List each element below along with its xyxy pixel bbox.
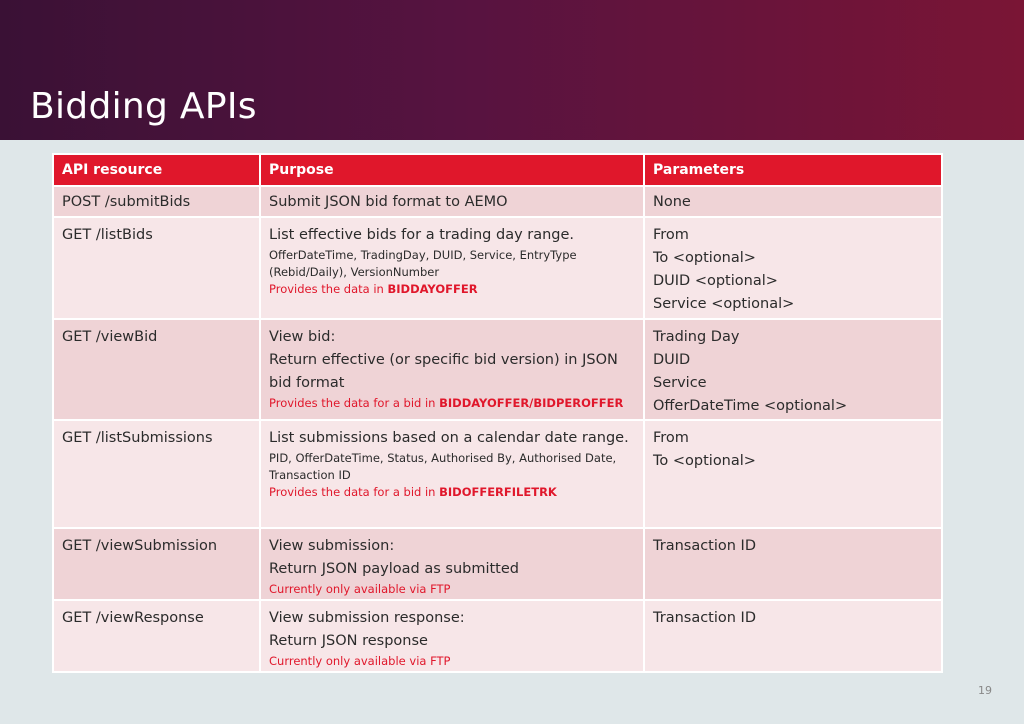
parameter-item: To <optional> [653,453,756,469]
resource-cell: GET /viewBid [53,319,260,420]
table-reference: BIDDAYOFFER/BIDPEROFFER [439,396,624,410]
parameters-cell [644,319,942,420]
table-row [53,600,942,672]
purpose-cell [260,217,644,319]
availability-note: Currently only available via FTP [269,582,451,596]
parameter-item: Transaction ID [653,538,757,554]
header-purpose: Purpose [260,154,644,186]
purpose-cell [260,600,644,672]
purpose-text: View submission: Return JSON payload as submitted [269,538,519,577]
availability-note: Currently only available via FTP [269,654,451,668]
header-parameters: Parameters [644,154,942,186]
table-row [53,217,942,319]
purpose-text: Submit JSON bid format to AEMO [269,194,508,210]
resource-cell: GET /listSubmissions [53,420,260,528]
data-source-note: Provides the data in BIDDAYOFFER [269,282,478,296]
parameter-item: None [653,194,691,210]
parameter-item: OfferDateTime <optional> [653,398,848,414]
parameter-item: Service <optional> [653,296,795,312]
purpose-text: View submission response: Return JSON response [269,610,465,649]
page-number: 19 [978,684,992,697]
table-reference: BIDOFFERFILETRK [439,485,557,499]
resource-cell: GET /listBids [53,217,260,319]
resource-cell: GET /viewResponse [53,600,260,672]
table-row [53,319,942,420]
resource-cell: GET /viewSubmission [53,528,260,600]
parameter-item: DUID [653,352,691,368]
parameter-item: To <optional> [653,250,756,266]
data-source-note: Provides the data for a bid in BIDOFFERFILETRK [269,485,557,499]
bidding-api-table [52,153,943,673]
parameters-cell [644,528,942,600]
purpose-cell [260,528,644,600]
parameters-cell [644,600,942,672]
purpose-text: List submissions based on a calendar date range. [269,430,629,446]
parameter-item: DUID <optional> [653,273,778,289]
header-api-resource: API resource [53,154,260,186]
resource-cell: POST /submitBids [53,186,260,217]
parameter-item: Transaction ID [653,610,757,626]
table-header-row [53,154,942,186]
field-list: PID, OfferDateTime, Status, Authorised By, Authorised Date, Transaction ID [269,451,617,482]
purpose-cell [260,319,644,420]
data-source-note: Provides the data for a bid in BIDDAYOFFER/BIDPEROFFER [269,396,624,410]
purpose-cell [260,186,644,217]
table-row [53,528,942,600]
table-reference: BIDDAYOFFER [387,282,478,296]
parameter-item: Service [653,375,707,391]
parameter-item: From [653,430,689,446]
parameters-cell [644,420,942,528]
purpose-text: View bid: Return effective (or specific bid version) in JSON bid format [269,329,618,391]
parameters-cell [644,217,942,319]
purpose-cell [260,420,644,528]
purpose-text: List effective bids for a trading day range. [269,227,575,243]
parameter-item: Trading Day [653,329,740,345]
slide-title: Bidding APIs [30,86,257,127]
parameter-item: From [653,227,689,243]
field-list: OfferDateTime, TradingDay, DUID, Service, EntryType (Rebid/Daily), VersionNumber [269,248,577,279]
table-row [53,420,942,528]
parameters-cell [644,186,942,217]
table-row [53,186,942,217]
